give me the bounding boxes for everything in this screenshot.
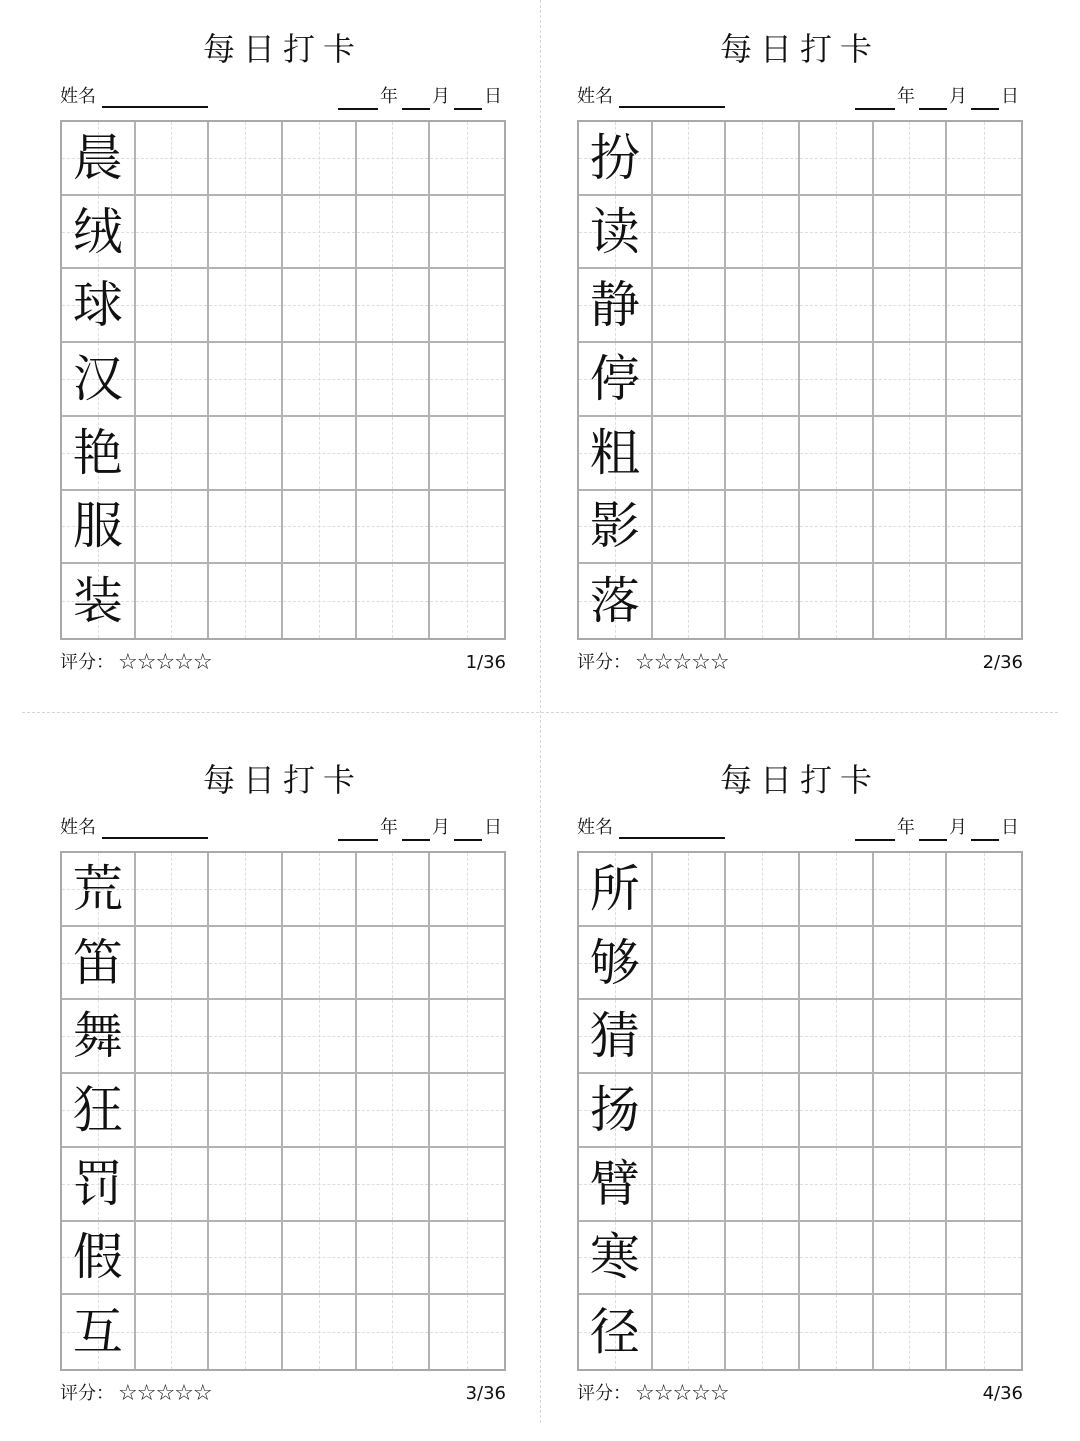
practice-cell[interactable] bbox=[800, 343, 874, 417]
practice-cell[interactable] bbox=[283, 269, 357, 343]
practice-cell[interactable] bbox=[283, 1000, 357, 1074]
practice-cell[interactable] bbox=[430, 122, 504, 196]
practice-cell[interactable] bbox=[800, 491, 874, 565]
practice-cell[interactable] bbox=[136, 927, 210, 1001]
model-character: 所 bbox=[589, 859, 640, 918]
year-blank[interactable] bbox=[338, 88, 378, 110]
model-character: 臂 bbox=[589, 1154, 640, 1213]
practice-cell[interactable] bbox=[357, 1295, 431, 1369]
model-char-cell bbox=[62, 1148, 136, 1222]
practice-cell[interactable] bbox=[726, 1074, 800, 1148]
practice-cell[interactable] bbox=[653, 196, 727, 270]
practice-cell[interactable] bbox=[653, 417, 727, 491]
score-label: 评分： bbox=[60, 652, 114, 673]
practice-grid bbox=[60, 851, 506, 1371]
day-blank[interactable] bbox=[454, 819, 482, 841]
practice-cell[interactable] bbox=[136, 269, 210, 343]
practice-cell[interactable] bbox=[800, 417, 874, 491]
practice-cell[interactable] bbox=[136, 196, 210, 270]
name-label: 姓名 bbox=[60, 817, 96, 838]
practice-cell[interactable] bbox=[874, 1000, 948, 1074]
model-char-cell bbox=[62, 1074, 136, 1148]
month-blank[interactable] bbox=[919, 819, 947, 841]
practice-cell[interactable] bbox=[800, 927, 874, 1001]
model-char-cell bbox=[62, 927, 136, 1001]
practice-cell[interactable] bbox=[430, 1148, 504, 1222]
practice-cell[interactable] bbox=[874, 853, 948, 927]
practice-cell[interactable] bbox=[653, 491, 727, 565]
model-char-cell bbox=[579, 853, 653, 927]
practice-cell[interactable] bbox=[430, 1000, 504, 1074]
day-label: 日 bbox=[484, 86, 502, 107]
practice-cell[interactable] bbox=[800, 1222, 874, 1296]
practice-cell[interactable] bbox=[209, 927, 283, 1001]
practice-cell[interactable] bbox=[726, 196, 800, 270]
star-rating-icon[interactable]: ☆☆☆☆☆ bbox=[635, 1381, 729, 1406]
year-label: 年 bbox=[897, 86, 915, 107]
model-character: 寒 bbox=[589, 1228, 640, 1287]
practice-cell[interactable] bbox=[430, 564, 504, 638]
practice-cell[interactable] bbox=[874, 196, 948, 270]
practice-cell[interactable] bbox=[209, 1148, 283, 1222]
score-label: 评分： bbox=[60, 1383, 114, 1404]
practice-cell[interactable] bbox=[357, 564, 431, 638]
practice-cell[interactable] bbox=[800, 853, 874, 927]
practice-cell[interactable] bbox=[283, 853, 357, 927]
practice-cell[interactable] bbox=[800, 1074, 874, 1148]
model-char-cell bbox=[62, 1222, 136, 1296]
practice-cell[interactable] bbox=[136, 122, 210, 196]
horizontal-cut-line bbox=[22, 712, 1058, 713]
name-blank[interactable] bbox=[102, 106, 208, 108]
page-number: 3/36 bbox=[465, 1383, 506, 1404]
practice-cell[interactable] bbox=[357, 343, 431, 417]
model-character: 落 bbox=[589, 572, 640, 631]
practice-cell[interactable] bbox=[209, 343, 283, 417]
practice-cell[interactable] bbox=[283, 343, 357, 417]
practice-cell[interactable] bbox=[283, 1295, 357, 1369]
score-row bbox=[60, 1381, 212, 1407]
practice-cell[interactable] bbox=[357, 122, 431, 196]
model-char-cell bbox=[62, 343, 136, 417]
practice-cell[interactable] bbox=[947, 491, 1021, 565]
practice-cell[interactable] bbox=[726, 417, 800, 491]
model-character: 舞 bbox=[72, 1007, 123, 1066]
practice-cell[interactable] bbox=[357, 1074, 431, 1148]
practice-cell[interactable] bbox=[209, 269, 283, 343]
practice-cell[interactable] bbox=[947, 927, 1021, 1001]
month-blank[interactable] bbox=[402, 88, 430, 110]
model-char-cell bbox=[579, 927, 653, 1001]
practice-cell[interactable] bbox=[874, 1148, 948, 1222]
practice-cell[interactable] bbox=[874, 1295, 948, 1369]
practice-cell[interactable] bbox=[726, 491, 800, 565]
practice-cell[interactable] bbox=[653, 564, 727, 638]
practice-cell[interactable] bbox=[357, 927, 431, 1001]
practice-cell[interactable] bbox=[874, 1222, 948, 1296]
day-label: 日 bbox=[1001, 86, 1019, 107]
practice-cell[interactable] bbox=[136, 564, 210, 638]
practice-cell[interactable] bbox=[136, 491, 210, 565]
star-rating-icon[interactable]: ☆☆☆☆☆ bbox=[635, 650, 729, 675]
practice-cell[interactable] bbox=[947, 1295, 1021, 1369]
year-label: 年 bbox=[897, 817, 915, 838]
practice-cell[interactable] bbox=[283, 417, 357, 491]
practice-cell[interactable] bbox=[800, 1148, 874, 1222]
practice-grid bbox=[60, 120, 506, 640]
practice-grid bbox=[577, 851, 1023, 1371]
model-character: 汉 bbox=[72, 349, 123, 408]
model-character: 晨 bbox=[72, 128, 123, 187]
sheet-title: 每日打卡 bbox=[719, 30, 880, 68]
practice-cell[interactable] bbox=[800, 1000, 874, 1074]
worksheet bbox=[60, 741, 506, 1441]
year-blank[interactable] bbox=[338, 819, 378, 841]
score-row bbox=[577, 650, 729, 676]
practice-cell[interactable] bbox=[874, 564, 948, 638]
model-char-cell bbox=[579, 1295, 653, 1369]
practice-cell[interactable] bbox=[874, 417, 948, 491]
practice-cell[interactable] bbox=[430, 196, 504, 270]
practice-cell[interactable] bbox=[947, 1148, 1021, 1222]
practice-cell[interactable] bbox=[430, 1222, 504, 1296]
day-blank[interactable] bbox=[454, 88, 482, 110]
practice-cell[interactable] bbox=[136, 417, 210, 491]
practice-cell[interactable] bbox=[209, 853, 283, 927]
practice-cell[interactable] bbox=[800, 122, 874, 196]
practice-cell[interactable] bbox=[874, 491, 948, 565]
model-char-cell bbox=[579, 1000, 653, 1074]
practice-cell[interactable] bbox=[947, 1074, 1021, 1148]
practice-cell[interactable] bbox=[726, 853, 800, 927]
score-label: 评分： bbox=[577, 1383, 631, 1404]
practice-cell[interactable] bbox=[283, 122, 357, 196]
practice-cell[interactable] bbox=[653, 122, 727, 196]
practice-cell[interactable] bbox=[209, 564, 283, 638]
model-character: 假 bbox=[72, 1228, 123, 1287]
practice-cell[interactable] bbox=[136, 853, 210, 927]
practice-cell[interactable] bbox=[653, 269, 727, 343]
score-label: 评分： bbox=[577, 652, 631, 673]
page-number: 4/36 bbox=[982, 1383, 1023, 1404]
model-character: 影 bbox=[589, 497, 640, 556]
practice-cell[interactable] bbox=[874, 269, 948, 343]
month-label: 月 bbox=[432, 817, 450, 838]
model-char-cell bbox=[579, 1148, 653, 1222]
practice-cell[interactable] bbox=[430, 927, 504, 1001]
star-rating-icon[interactable]: ☆☆☆☆☆ bbox=[118, 650, 212, 675]
practice-cell[interactable] bbox=[947, 343, 1021, 417]
model-character: 狂 bbox=[72, 1080, 123, 1139]
practice-cell[interactable] bbox=[947, 1222, 1021, 1296]
sheet-title: 每日打卡 bbox=[719, 761, 880, 799]
practice-cell[interactable] bbox=[800, 1295, 874, 1369]
practice-cell[interactable] bbox=[653, 1148, 727, 1222]
practice-grid bbox=[577, 120, 1023, 640]
star-rating-icon[interactable]: ☆☆☆☆☆ bbox=[118, 1381, 212, 1406]
practice-cell[interactable] bbox=[430, 1074, 504, 1148]
month-blank[interactable] bbox=[402, 819, 430, 841]
practice-cell[interactable] bbox=[653, 927, 727, 1001]
practice-cell[interactable] bbox=[357, 1148, 431, 1222]
practice-cell[interactable] bbox=[357, 196, 431, 270]
practice-cell[interactable] bbox=[209, 1000, 283, 1074]
practice-cell[interactable] bbox=[726, 1295, 800, 1369]
practice-cell[interactable] bbox=[136, 1222, 210, 1296]
practice-cell[interactable] bbox=[653, 1295, 727, 1369]
practice-cell[interactable] bbox=[357, 491, 431, 565]
practice-cell[interactable] bbox=[209, 122, 283, 196]
practice-cell[interactable] bbox=[209, 196, 283, 270]
practice-cell[interactable] bbox=[726, 269, 800, 343]
practice-cell[interactable] bbox=[947, 269, 1021, 343]
month-blank[interactable] bbox=[919, 88, 947, 110]
day-label: 日 bbox=[484, 817, 502, 838]
name-label: 姓名 bbox=[60, 86, 96, 107]
model-character: 扮 bbox=[589, 128, 640, 187]
practice-cell[interactable] bbox=[874, 1074, 948, 1148]
practice-cell[interactable] bbox=[726, 1000, 800, 1074]
practice-cell[interactable] bbox=[653, 1000, 727, 1074]
practice-cell[interactable] bbox=[357, 853, 431, 927]
practice-cell[interactable] bbox=[283, 1074, 357, 1148]
practice-cell[interactable] bbox=[136, 1295, 210, 1369]
practice-cell[interactable] bbox=[430, 343, 504, 417]
model-char-cell bbox=[579, 269, 653, 343]
model-character: 服 bbox=[72, 497, 123, 556]
practice-cell[interactable] bbox=[136, 1148, 210, 1222]
practice-cell[interactable] bbox=[357, 269, 431, 343]
practice-cell[interactable] bbox=[136, 1000, 210, 1074]
model-char-cell bbox=[62, 417, 136, 491]
sheet-title: 每日打卡 bbox=[202, 30, 363, 68]
practice-cell[interactable] bbox=[800, 269, 874, 343]
model-char-cell bbox=[62, 853, 136, 927]
practice-cell[interactable] bbox=[283, 491, 357, 565]
model-char-cell bbox=[579, 1074, 653, 1148]
practice-cell[interactable] bbox=[283, 1222, 357, 1296]
model-character: 静 bbox=[589, 276, 640, 335]
practice-cell[interactable] bbox=[209, 1222, 283, 1296]
name-label: 姓名 bbox=[577, 817, 613, 838]
model-char-cell bbox=[579, 196, 653, 270]
practice-cell[interactable] bbox=[947, 417, 1021, 491]
practice-cell[interactable] bbox=[209, 1295, 283, 1369]
day-blank[interactable] bbox=[971, 819, 999, 841]
model-character: 径 bbox=[589, 1303, 640, 1362]
practice-cell[interactable] bbox=[874, 927, 948, 1001]
name-blank[interactable] bbox=[102, 837, 208, 839]
name-blank[interactable] bbox=[619, 106, 725, 108]
practice-cell[interactable] bbox=[653, 1074, 727, 1148]
day-label: 日 bbox=[1001, 817, 1019, 838]
practice-cell[interactable] bbox=[283, 564, 357, 638]
practice-cell[interactable] bbox=[136, 1074, 210, 1148]
practice-cell[interactable] bbox=[283, 196, 357, 270]
practice-cell[interactable] bbox=[800, 196, 874, 270]
page-number: 1/36 bbox=[465, 652, 506, 673]
date-field bbox=[855, 84, 1021, 110]
practice-cell[interactable] bbox=[136, 343, 210, 417]
year-blank[interactable] bbox=[855, 88, 895, 110]
practice-cell[interactable] bbox=[947, 122, 1021, 196]
worksheet bbox=[577, 741, 1023, 1441]
model-char-cell bbox=[62, 1295, 136, 1369]
model-char-cell bbox=[62, 564, 136, 638]
model-char-cell bbox=[62, 1000, 136, 1074]
date-field bbox=[338, 815, 504, 841]
model-character: 停 bbox=[589, 349, 640, 408]
model-char-cell bbox=[579, 491, 653, 565]
practice-cell[interactable] bbox=[209, 417, 283, 491]
practice-cell[interactable] bbox=[726, 343, 800, 417]
model-character: 粗 bbox=[589, 423, 640, 482]
practice-cell[interactable] bbox=[430, 417, 504, 491]
model-character: 荒 bbox=[72, 859, 123, 918]
practice-cell[interactable] bbox=[653, 853, 727, 927]
practice-cell[interactable] bbox=[283, 1148, 357, 1222]
practice-cell[interactable] bbox=[874, 122, 948, 196]
practice-cell[interactable] bbox=[283, 927, 357, 1001]
model-character: 罚 bbox=[72, 1154, 123, 1213]
model-char-cell bbox=[579, 417, 653, 491]
model-char-cell bbox=[579, 1222, 653, 1296]
model-char-cell bbox=[62, 269, 136, 343]
name-label: 姓名 bbox=[577, 86, 613, 107]
practice-cell[interactable] bbox=[430, 853, 504, 927]
name-blank[interactable] bbox=[619, 837, 725, 839]
worksheet bbox=[577, 10, 1023, 710]
practice-cell[interactable] bbox=[357, 417, 431, 491]
practice-cell[interactable] bbox=[209, 1074, 283, 1148]
practice-cell[interactable] bbox=[800, 564, 874, 638]
practice-cell[interactable] bbox=[726, 564, 800, 638]
year-blank[interactable] bbox=[855, 819, 895, 841]
year-label: 年 bbox=[380, 86, 398, 107]
practice-cell[interactable] bbox=[357, 1000, 431, 1074]
model-character: 扬 bbox=[589, 1080, 640, 1139]
model-char-cell bbox=[579, 122, 653, 196]
practice-cell[interactable] bbox=[947, 196, 1021, 270]
score-row bbox=[60, 650, 212, 676]
month-label: 月 bbox=[432, 86, 450, 107]
page-number: 2/36 bbox=[982, 652, 1023, 673]
model-character: 读 bbox=[589, 202, 640, 261]
month-label: 月 bbox=[949, 86, 967, 107]
month-label: 月 bbox=[949, 817, 967, 838]
practice-cell[interactable] bbox=[726, 1148, 800, 1222]
practice-cell[interactable] bbox=[726, 927, 800, 1001]
practice-cell[interactable] bbox=[430, 491, 504, 565]
model-character: 猜 bbox=[589, 1007, 640, 1066]
day-blank[interactable] bbox=[971, 88, 999, 110]
practice-cell[interactable] bbox=[357, 1222, 431, 1296]
date-field bbox=[338, 84, 504, 110]
model-char-cell bbox=[579, 564, 653, 638]
model-character: 艳 bbox=[72, 423, 123, 482]
practice-cell[interactable] bbox=[947, 564, 1021, 638]
sheet-title: 每日打卡 bbox=[202, 761, 363, 799]
model-char-cell bbox=[62, 196, 136, 270]
practice-cell[interactable] bbox=[653, 343, 727, 417]
model-char-cell bbox=[579, 343, 653, 417]
model-character: 够 bbox=[589, 933, 640, 992]
model-character: 互 bbox=[72, 1303, 123, 1362]
score-row bbox=[577, 1381, 729, 1407]
model-character: 球 bbox=[72, 276, 123, 335]
practice-cell[interactable] bbox=[653, 1222, 727, 1296]
model-character: 笛 bbox=[72, 933, 123, 992]
model-character: 绒 bbox=[72, 202, 123, 261]
practice-cell[interactable] bbox=[430, 1295, 504, 1369]
practice-cell[interactable] bbox=[209, 491, 283, 565]
model-char-cell bbox=[62, 491, 136, 565]
practice-cell[interactable] bbox=[947, 1000, 1021, 1074]
date-field bbox=[855, 815, 1021, 841]
practice-cell[interactable] bbox=[726, 1222, 800, 1296]
practice-cell[interactable] bbox=[430, 269, 504, 343]
year-label: 年 bbox=[380, 817, 398, 838]
model-char-cell bbox=[62, 122, 136, 196]
practice-cell[interactable] bbox=[947, 853, 1021, 927]
model-character: 装 bbox=[72, 572, 123, 631]
practice-cell[interactable] bbox=[874, 343, 948, 417]
worksheet bbox=[60, 10, 506, 710]
practice-cell[interactable] bbox=[726, 122, 800, 196]
